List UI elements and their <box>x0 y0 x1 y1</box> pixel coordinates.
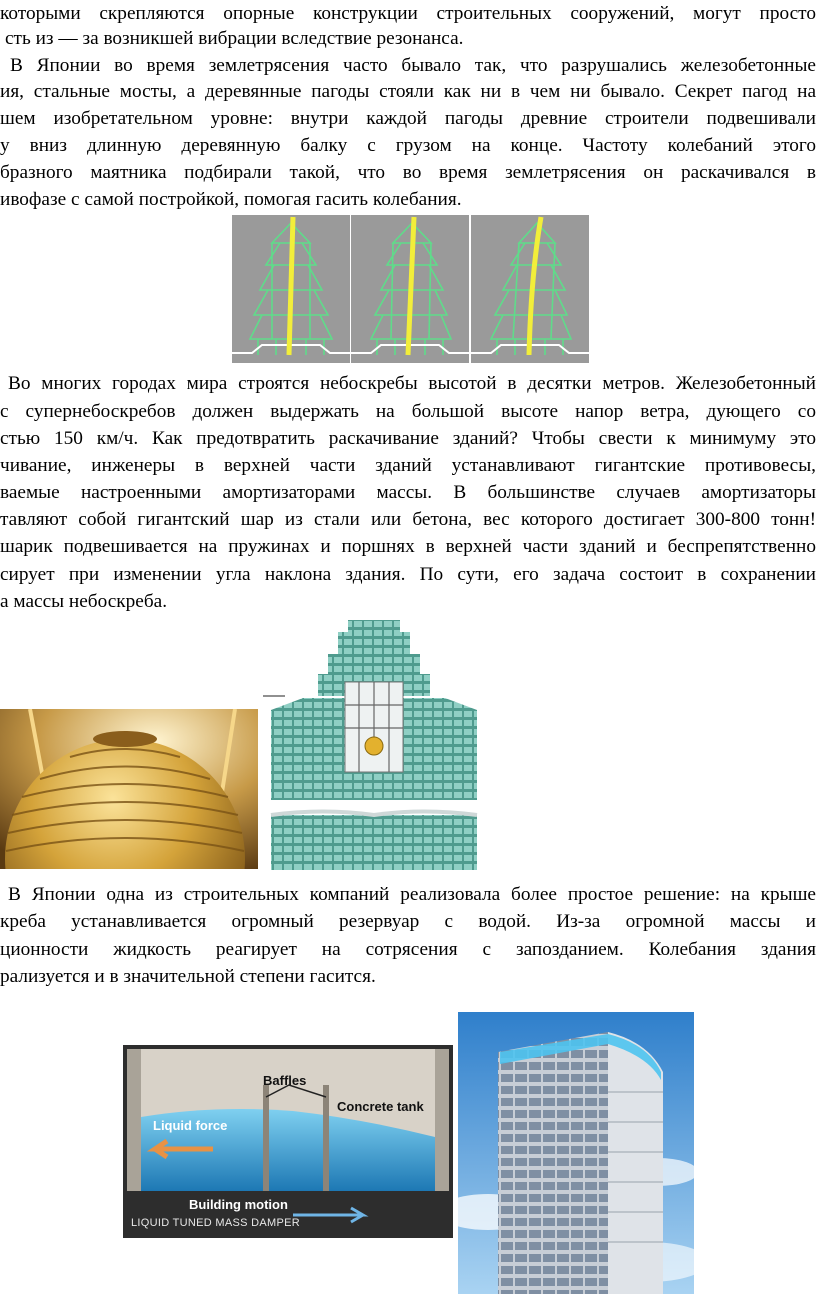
text-line: рализуется и в значительной степени гасится. <box>0 966 376 987</box>
pagoda-panel-1 <box>232 215 350 363</box>
text-line: ивофазе с самой постройкой, помогая гасить колебания. <box>0 189 462 210</box>
pagoda-frame-diagram <box>232 215 350 363</box>
text-line: бразного маятника подбирали такой, что во время землетрясения он раскачивался в <box>0 162 816 183</box>
pagoda-frame-diagram <box>351 215 469 363</box>
text-line: В Японии одна из строительных компаний реализовала более простое решение: на крыше <box>8 884 816 905</box>
building-motion-label: Building motion <box>189 1197 288 1212</box>
text-line: а массы небоскреба. <box>0 591 168 612</box>
text-line: чивание, инженеры в верхней части зданий устанавливают гигантские противовесы, <box>0 455 816 476</box>
text-line: ия, стальные мосты, а деревянные пагоды стояли как ни в чем ни бывало. Секрет пагод на <box>0 81 816 102</box>
skyscraper-damper-diagram <box>263 620 485 870</box>
text-line: которыми скрепляются опорные конструкции строительных сооружений, могут просто <box>0 3 816 24</box>
baffles-label: Baffles <box>263 1073 307 1088</box>
text-line: Во многих городах мира строятся небоскребы высотой в десятки метров. Железобетонный <box>8 373 816 394</box>
text-line: стью 150 км/ч. Как предотвратить раскачивание зданий? Чтобы свести к минимуму это <box>0 428 816 449</box>
pagoda-frame-diagram <box>471 215 589 363</box>
text-line: В Японии во время землетрясения часто бывало так, что разрушались железобетонные <box>10 55 816 76</box>
rooftop-tank-building-photo <box>458 1012 694 1294</box>
pagoda-panel-2 <box>351 215 469 363</box>
text-line: тавляют собой гигантский шар из стали или бетона, вес которого достигает 300-800 тонн! <box>0 509 816 530</box>
diagram-caption: LIQUID TUNED MASS DAMPER <box>131 1217 300 1229</box>
liquid-damper-diagram <box>123 1045 453 1238</box>
text-line: шем изобретательном уровне: внутри каждой пагоды древние строители подвешивали <box>0 108 816 129</box>
text-line: шарик подвешивается на пружинах и поршнях в верхней части зданий и беспрепятственно <box>0 536 816 557</box>
pagoda-panel-3 <box>471 215 589 363</box>
text-line: креба устанавливается огромный резервуар с водой. Из-за огромной массы и <box>0 911 816 932</box>
text-line: ционности жидкость реагирует на сотрясения с запозданием. Колебания здания <box>0 939 816 960</box>
concrete-tank-label: Concrete tank <box>337 1099 424 1114</box>
text-line: сть из — за возникшей вибрации вследствие резонанса. <box>5 28 464 49</box>
liquid-force-label: Liquid force <box>153 1118 228 1133</box>
text-line: сирует при изменении угла наклона здания. По сути, его задача состоит в сохранении <box>0 564 816 585</box>
text-line: с супернебоскребов должен выдержать на большой высоте напор ветра, дующего со <box>0 401 816 422</box>
damper-sphere-photo <box>0 709 258 869</box>
text-line: ваемые настроенными амортизаторами массы. В большинстве случаев амортизаторы <box>0 482 816 503</box>
text-line: у вниз длинную деревянную балку с грузом на конце. Частоту колебаний этого <box>0 135 816 156</box>
